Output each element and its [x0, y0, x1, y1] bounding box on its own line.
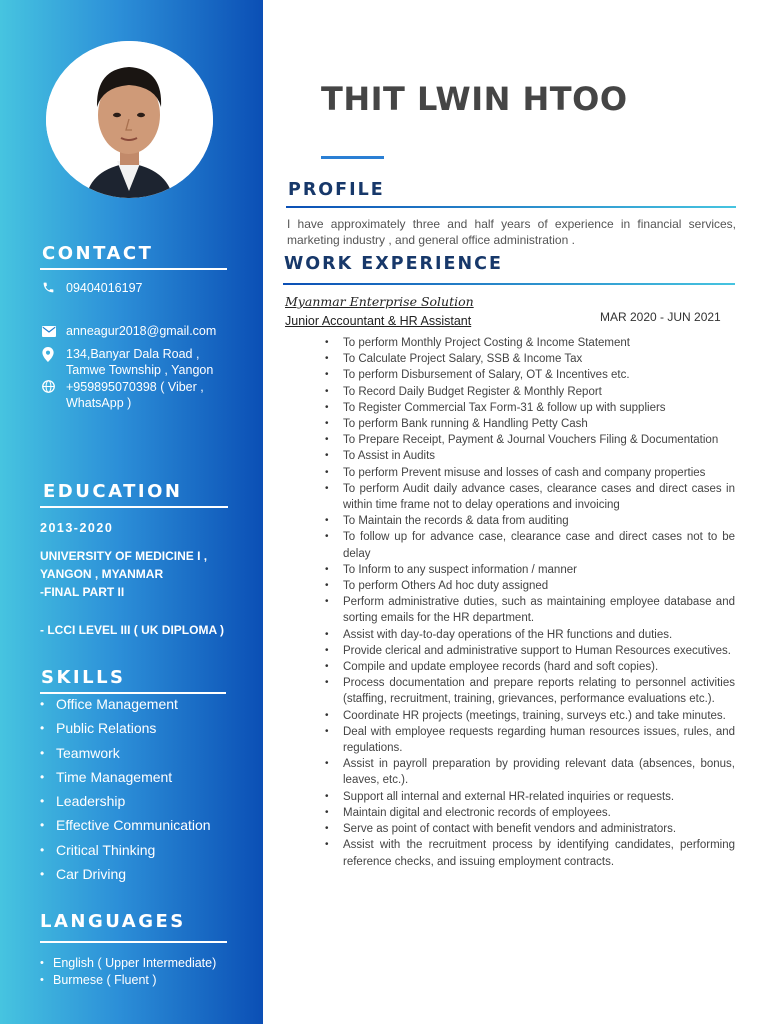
- duty-item: [325, 335, 735, 351]
- languages-list: [40, 955, 216, 988]
- duty-text: To Calculate Project Salary, SSB & Income Tax: [343, 353, 583, 366]
- languages-title: LANGUAGES: [40, 911, 186, 932]
- duty-item: [325, 837, 735, 869]
- duty-item: [325, 643, 735, 659]
- email-text: anneagur2018@gmail.com: [66, 324, 217, 338]
- bullet-icon: •: [325, 725, 329, 737]
- duty-text: To follow up for advance case, clearance case and direct cases not to be delay: [343, 531, 735, 560]
- profile-divider: [286, 206, 736, 208]
- language-item: • Burmese ( Fluent ): [40, 972, 157, 987]
- person-portrait-icon: [46, 41, 213, 198]
- duty-text: To perform Prevent misuse and losses of cash and company properties: [343, 466, 706, 479]
- education-line-3: -FINAL PART II: [40, 585, 125, 599]
- skill-label: Teamwork: [56, 744, 120, 761]
- duty-text: To Assist in Audits: [343, 450, 436, 463]
- skill-item: • Critical Thinking: [40, 840, 211, 864]
- education-extra: - LCCI LEVEL III ( UK DIPLOMA ): [40, 623, 224, 637]
- duty-text: To Register Commercial Tax Form-31 & follow up with suppliers: [343, 401, 666, 414]
- location-pin-icon: [42, 346, 66, 378]
- skill-label: Office Management: [56, 696, 178, 712]
- duty-item: [325, 448, 735, 464]
- bullet-icon: •: [325, 515, 329, 527]
- address-line-1: 134,Banyar Dala Road ,: [66, 347, 200, 361]
- bullet-icon: •: [325, 401, 329, 413]
- language-label: Burmese ( Fluent ): [53, 972, 157, 987]
- duty-item: [325, 627, 735, 643]
- duty-text: Coordinate HR projects (meetings, training, surveys etc.) and take minutes.: [343, 709, 726, 722]
- duty-text: To perform Others Ad hoc duty assigned: [343, 580, 549, 593]
- duty-text: Serve as point of contact with benefit vendors and administrators.: [343, 823, 677, 836]
- bullet-icon: •: [325, 434, 329, 446]
- skill-item: • Time Management: [40, 767, 211, 791]
- duty-item: [325, 351, 735, 367]
- skill-label: Effective Communication: [56, 817, 211, 834]
- skill-label: Leadership: [56, 793, 126, 810]
- duty-item: [325, 367, 735, 383]
- bullet-icon: •: [325, 385, 329, 397]
- duty-item: [325, 756, 735, 788]
- duty-item: [325, 529, 735, 561]
- skill-item: • Leadership: [40, 791, 211, 815]
- duty-text: To perform Disbursement of Salary, OT & Incentives etc.: [343, 369, 630, 382]
- education-line-2: YANGON , MYANMAR: [40, 567, 164, 581]
- duty-text: Assist with day-to-day operations of the HR functions and duties.: [343, 628, 673, 641]
- education-years: 2013-2020: [40, 521, 114, 535]
- duty-item: [325, 400, 735, 416]
- skill-label: Car Driving: [56, 866, 127, 883]
- education-divider: [40, 506, 228, 508]
- bullet-icon: •: [325, 482, 329, 494]
- duty-text: Provide clerical and administrative support to Human Resources executives.: [343, 644, 731, 657]
- duty-text: To perform Bank running & Handling Petty Cash: [343, 418, 588, 431]
- duty-item: [325, 659, 735, 675]
- skill-item: • Teamwork: [40, 743, 211, 767]
- bullet-icon: •: [325, 353, 329, 365]
- phone-text: 09404016197: [66, 281, 143, 295]
- duty-text: To perform Monthly Project Costing & Income Statement: [343, 337, 630, 349]
- duty-item: [325, 481, 735, 513]
- duty-item: [325, 465, 735, 481]
- duty-item: [325, 675, 735, 707]
- contact-phone: [42, 280, 142, 296]
- duty-text: Assist in payroll preparation by providing relevant data (absences, bonus, leaves, etc.).: [343, 758, 735, 787]
- skill-item: • Car Driving: [40, 864, 211, 888]
- contact-address: [42, 346, 213, 378]
- education-details: [40, 547, 207, 601]
- bullet-icon: •: [325, 823, 329, 835]
- sidebar: [0, 0, 263, 1024]
- skills-title: SKILLS: [41, 667, 126, 688]
- profile-title: PROFILE: [288, 180, 385, 200]
- bullet-icon: •: [325, 628, 329, 640]
- language-label: English ( Upper Intermediate): [53, 956, 217, 970]
- whatsapp-line-1: +959895070398 ( Viber ,: [66, 380, 204, 394]
- skill-item: • Effective Communication: [40, 815, 211, 839]
- company-name: Myanmar Enterprise Solution: [285, 294, 474, 309]
- duty-item: [325, 384, 735, 400]
- contact-whatsapp: [42, 379, 204, 411]
- duty-text: Deal with employee requests regarding human resources issues, rules, and regulations.: [343, 725, 735, 755]
- bullet-icon: •: [325, 563, 329, 575]
- skill-item: • Office Management: [40, 694, 211, 718]
- duty-text: Compile and update employee records (hard and soft copies).: [343, 661, 659, 674]
- duty-text: Assist with the recruitment process by identifying candidates, performing reference checks, and issuing employment contracts.: [343, 839, 735, 868]
- candidate-name: THIT LWIN HTOO: [321, 80, 628, 118]
- duty-item: [325, 432, 735, 448]
- education-line-1: UNIVERSITY OF MEDICINE I ,: [40, 549, 208, 563]
- duty-item: [325, 562, 735, 578]
- duty-item: [325, 789, 735, 805]
- bullet-icon: •: [325, 806, 329, 818]
- bullet-icon: •: [325, 596, 329, 608]
- contact-title: CONTACT: [42, 243, 154, 264]
- duty-text: To Prepare Receipt, Payment & Journal Vouchers Filing & Documentation: [343, 434, 719, 447]
- duty-text: To perform Audit daily advance cases, clearance cases and direct cases in within time frame not to delay operations and invoicing: [343, 482, 735, 512]
- duty-item: [325, 416, 735, 432]
- duty-text: Perform administrative duties, such as maintaining employee database and sorting emails for the HR department.: [343, 596, 735, 625]
- duty-item: [325, 708, 735, 724]
- bullet-icon: •: [325, 709, 329, 721]
- contact-email: [42, 323, 216, 339]
- bullet-icon: •: [325, 758, 329, 770]
- bullet-icon: •: [325, 531, 329, 543]
- duty-item: [325, 821, 735, 837]
- duty-text: To Maintain the records & data from auditing: [343, 515, 569, 528]
- language-item: • English ( Upper Intermediate): [40, 956, 217, 970]
- work-experience-title: WORK EXPERIENCE: [284, 254, 503, 274]
- education-title: EDUCATION: [43, 481, 183, 502]
- skill-label: Critical Thinking: [56, 841, 156, 858]
- skill-label: Time Management: [56, 768, 173, 785]
- bullet-icon: •: [325, 418, 329, 430]
- skills-list: [40, 694, 211, 888]
- duty-text: Maintain digital and electronic records of employees.: [343, 806, 611, 819]
- name-underline: [321, 156, 384, 159]
- bullet-icon: •: [325, 790, 329, 802]
- bullet-icon: •: [325, 644, 329, 656]
- duty-item: [325, 594, 735, 626]
- mail-icon: [42, 323, 66, 339]
- bullet-icon: •: [325, 580, 329, 592]
- address-line-2: Tamwe Township , Yangon: [66, 363, 214, 377]
- profile-photo: [46, 41, 213, 198]
- languages-divider: [40, 941, 227, 943]
- job-dates: MAR 2020 - JUN 2021: [600, 310, 721, 324]
- duty-text: To Inform to any suspect information / manner: [343, 563, 577, 576]
- duty-text: Process documentation and prepare reports relating to personnel activities (staffing, recruitment, training, grievances, performance evaluations etc.).: [343, 677, 735, 706]
- duty-item: [325, 805, 735, 821]
- duties-list: [325, 335, 735, 870]
- duty-item: [325, 513, 735, 529]
- phone-icon: [42, 280, 66, 296]
- bullet-icon: •: [325, 839, 329, 851]
- duty-item: [325, 724, 735, 756]
- duty-item: [325, 578, 735, 594]
- contact-divider: [40, 268, 227, 270]
- bullet-icon: •: [325, 369, 329, 381]
- bullet-icon: •: [325, 337, 329, 348]
- skill-label: Public Relations: [56, 720, 157, 737]
- profile-text: I have approximately three and half years of experience in financial services, marketing industry , and general office administration .: [287, 217, 736, 247]
- duty-text: Support all internal and external HR-related inquiries or requests.: [343, 790, 675, 803]
- job-position: Junior Accountant & HR Assistant: [285, 314, 472, 328]
- whatsapp-line-2: WhatsApp ): [66, 396, 132, 410]
- bullet-icon: •: [325, 677, 329, 689]
- duty-text: To Record Daily Budget Register & Monthly Report: [343, 385, 602, 398]
- globe-icon: [42, 379, 66, 411]
- bullet-icon: •: [325, 466, 329, 478]
- bullet-icon: •: [325, 450, 329, 462]
- bullet-icon: •: [325, 661, 329, 673]
- skill-item: • Public Relations: [40, 718, 211, 742]
- work-experience-divider: [283, 283, 735, 285]
